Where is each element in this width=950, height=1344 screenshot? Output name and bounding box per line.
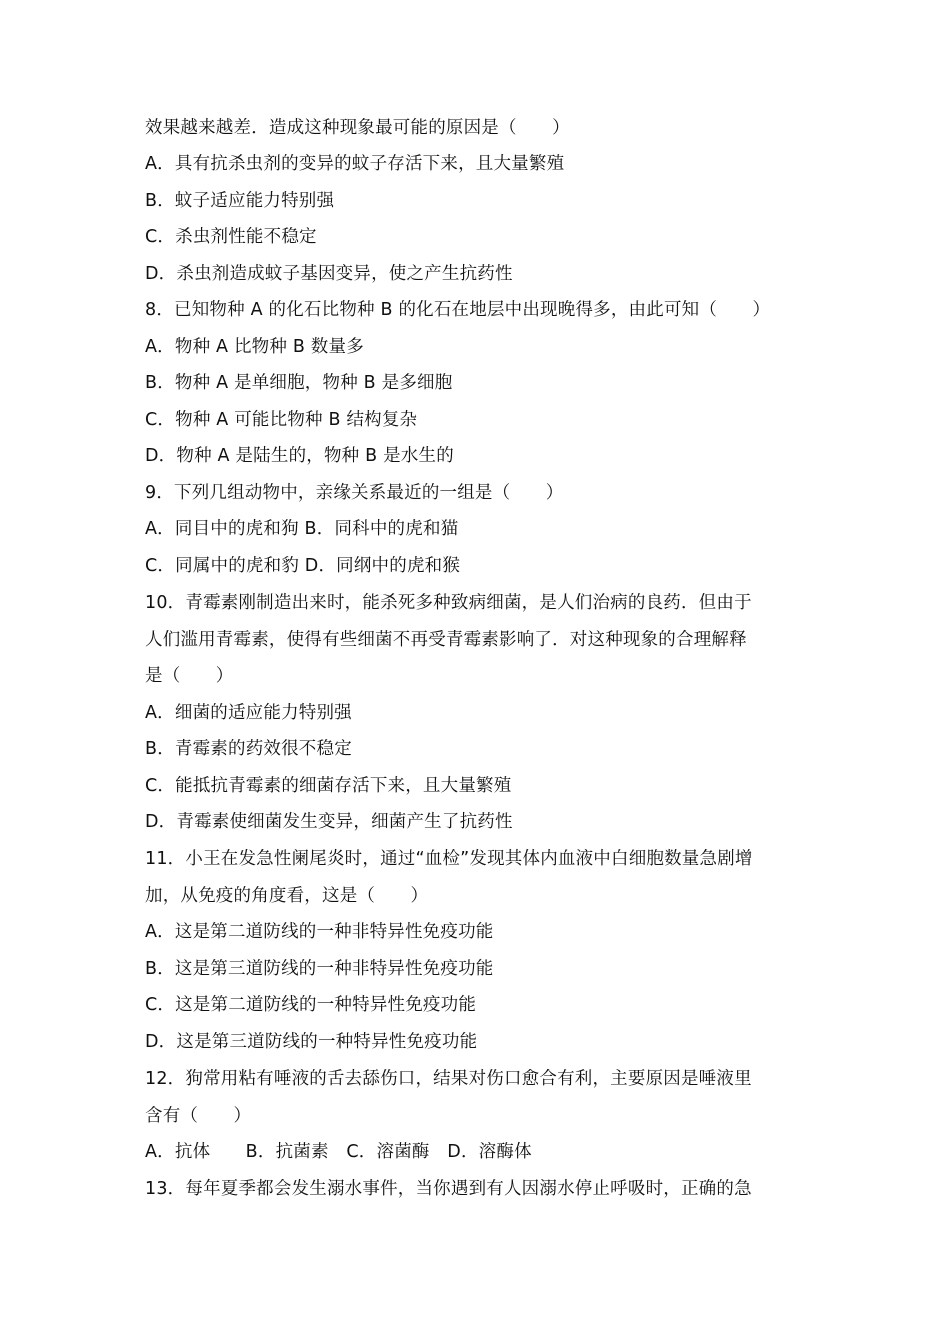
option-line: A．抗体 B．抗菌素 C．溶菌酶 D．溶酶体 bbox=[145, 1142, 532, 1162]
option-line: B．物种 A 是单细胞，物种 B 是多细胞 bbox=[145, 373, 453, 393]
question-line: 9．下列几组动物中，亲缘关系最近的一组是（ ） bbox=[145, 483, 564, 503]
question-line: 是（ ） bbox=[145, 666, 234, 686]
option-line: D．杀虫剂造成蚊子基因变异，使之产生抗药性 bbox=[145, 264, 513, 284]
question-line: 含有（ ） bbox=[145, 1106, 252, 1126]
option-line: D．青霉素使细菌发生变异，细菌产生了抗药性 bbox=[145, 812, 513, 832]
question-line: 加，从免疫的角度看，这是（ ） bbox=[145, 886, 429, 906]
option-line: A．这是第二道防线的一种非特异性免疫功能 bbox=[145, 922, 494, 942]
option-line: C．杀虫剂性能不稳定 bbox=[145, 227, 317, 247]
option-line: B．这是第三道防线的一种非特异性免疫功能 bbox=[145, 959, 494, 979]
option-line: C．能抵抗青霉素的细菌存活下来，且大量繁殖 bbox=[145, 776, 512, 796]
question-line: 8．已知物种 A 的化石比物种 B 的化石在地层中出现晚得多，由此可知（ ） bbox=[145, 300, 771, 320]
question-line: 12．狗常用粘有唾液的舌去舔伤口，结果对伤口愈合有利，主要原因是唾液里 bbox=[145, 1069, 752, 1089]
option-line: C．这是第二道防线的一种特异性免疫功能 bbox=[145, 995, 477, 1015]
option-line: D．物种 A 是陆生的，物种 B 是水生的 bbox=[145, 446, 454, 466]
option-line: C．物种 A 可能比物种 B 结构复杂 bbox=[145, 410, 418, 430]
question-line: 11．小王在发急性阑尾炎时，通过“血检”发现其体内血液中白细胞数量急剧增 bbox=[145, 849, 753, 869]
text-line: 效果越来越差．造成这种现象最可能的原因是（ ） bbox=[145, 118, 570, 138]
option-line: A．同目中的虎和狗 B．同科中的虎和猫 bbox=[145, 519, 459, 539]
option-line: A．物种 A 比物种 B 数量多 bbox=[145, 337, 364, 357]
question-line: 人们滥用青霉素，使得有些细菌不再受青霉素影响了．对这种现象的合理解释 bbox=[145, 630, 747, 650]
option-line: B．青霉素的药效很不稳定 bbox=[145, 739, 352, 759]
option-line: B．蚊子适应能力特别强 bbox=[145, 191, 335, 211]
question-line: 13．每年夏季都会发生溺水事件，当你遇到有人因溺水停止呼吸时，正确的急 bbox=[145, 1179, 752, 1199]
option-line: C．同属中的虎和豹 D．同纲中的虎和猴 bbox=[145, 556, 461, 576]
option-line: A．细菌的适应能力特别强 bbox=[145, 703, 352, 723]
question-line: 10．青霉素刚制造出来时，能杀死多种致病细菌，是人们治病的良药．但由于 bbox=[145, 593, 752, 613]
option-line: A．具有抗杀虫剂的变异的蚊子存活下来，且大量繁殖 bbox=[145, 154, 565, 174]
option-line: D．这是第三道防线的一种特异性免疫功能 bbox=[145, 1032, 478, 1052]
